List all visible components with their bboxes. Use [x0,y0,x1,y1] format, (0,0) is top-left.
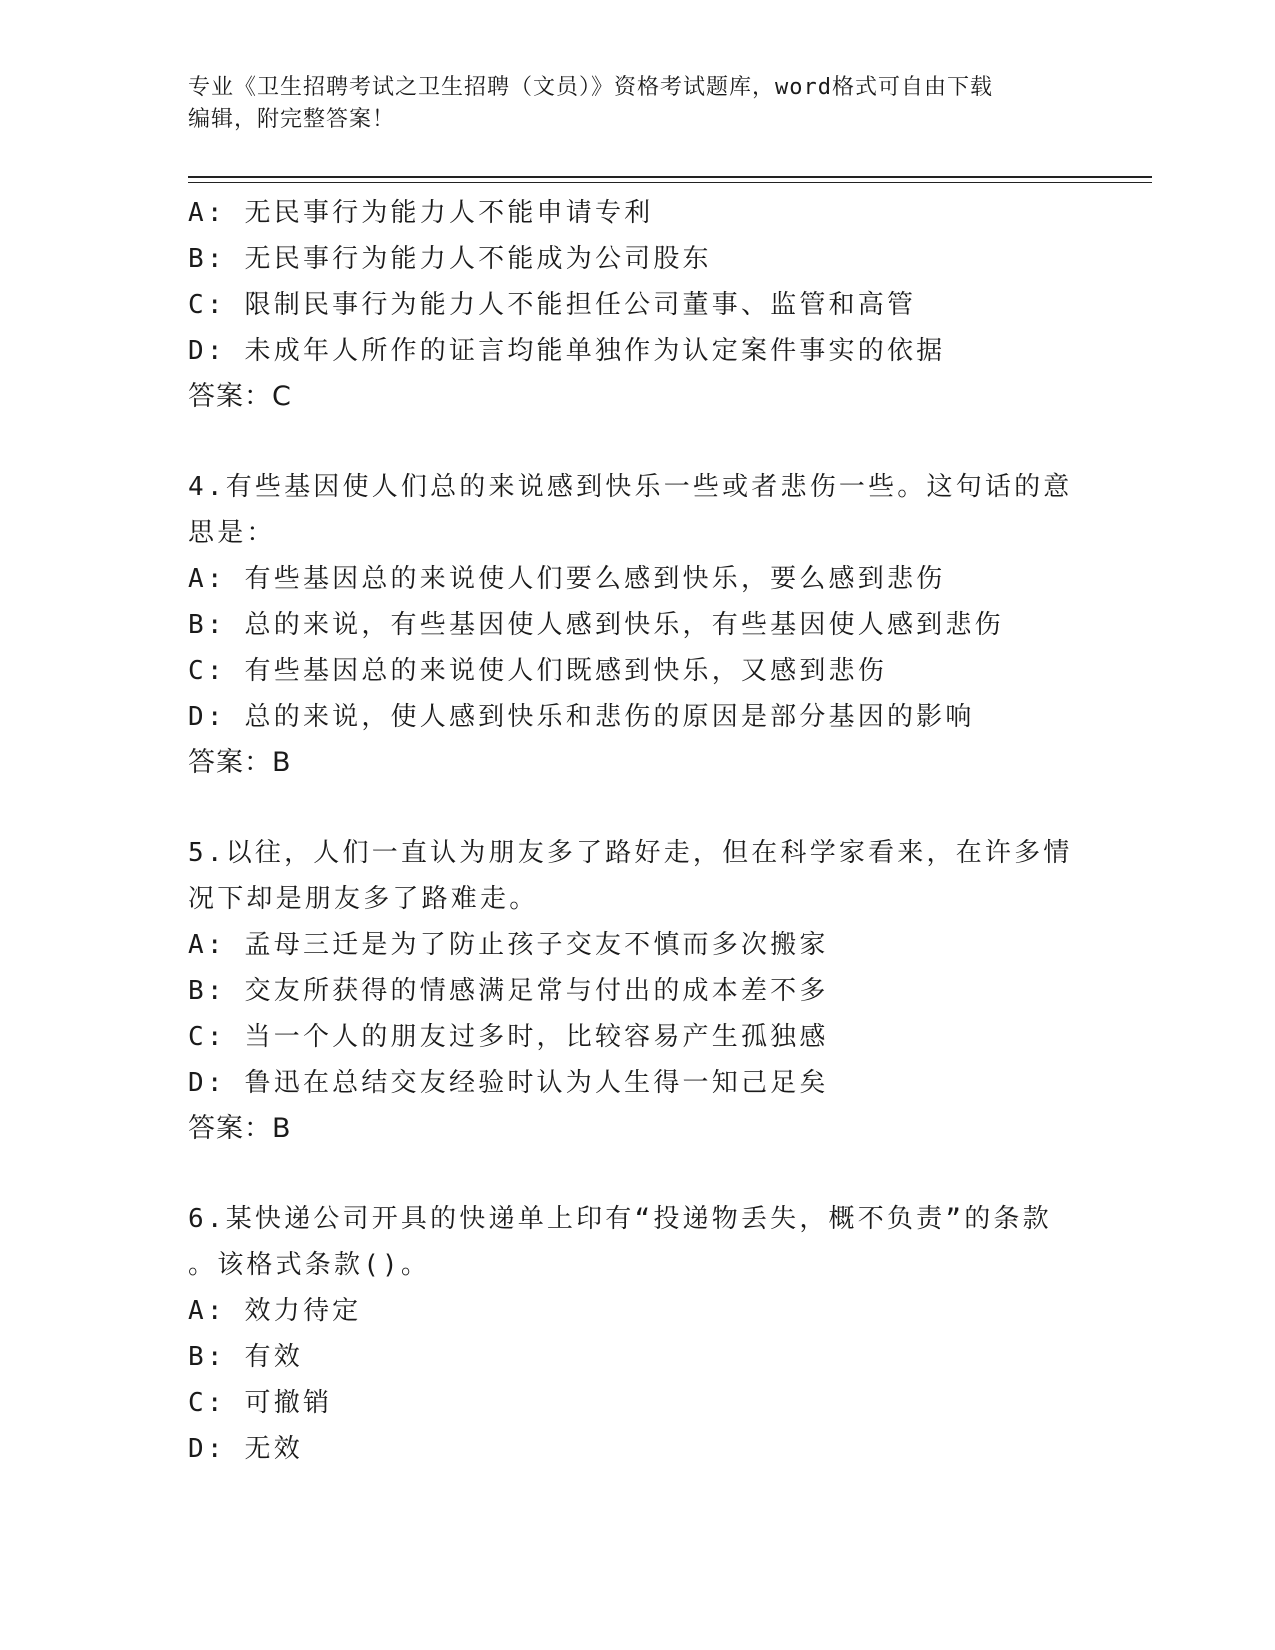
option-a: A: 孟母三迁是为了防止孩子交友不慎而多次搬家 [188,930,829,960]
option-b: B: 总的来说，有些基因使人感到快乐，有些基因使人感到悲伤 [188,610,1004,640]
option-b: B: 有效 [188,1342,303,1372]
question-stem-line: 。该格式条款()。 [188,1250,431,1280]
option-d: D: 未成年人所作的证言均能单独作为认定案件事实的依据 [188,336,946,366]
header-divider-thick [188,176,1152,178]
option-c: C: 有些基因总的来说使人们既感到快乐，又感到悲伤 [188,656,887,686]
question-list [188,190,1088,1472]
question-stem-line: 4.有些基因使人们总的来说感到快乐一些或者悲伤一些。这句话的意 [188,472,1073,502]
option-d: D: 无效 [188,1434,303,1464]
question-block-4 [188,464,1088,786]
option-c: C: 限制民事行为能力人不能担任公司董事、监管和高管 [188,290,917,320]
question-block-6 [188,1196,1088,1472]
option-b: B: 交友所获得的情感满足常与付出的成本差不多 [188,976,829,1006]
option-d: D: 总的来说，使人感到快乐和悲伤的原因是部分基因的影响 [188,702,975,732]
header-divider-thin [188,182,1152,183]
question-stem-line: 5.以往，人们一直认为朋友多了路好走，但在科学家看来，在许多情 [188,838,1073,868]
answer-line: 答案：C [188,381,292,412]
option-d: D: 鲁迅在总结交友经验时认为人生得一知己足矣 [188,1068,829,1098]
option-a: A: 效力待定 [188,1296,362,1326]
header-line-2: 编辑，附完整答案！ [188,107,396,132]
header-line-1: 专业《卫生招聘考试之卫生招聘（文员）》资格考试题库，word格式可自由下载 [188,75,993,100]
question-stem-line: 6.某快递公司开具的快递单上印有“投递物丢失，概不负责”的条款 [188,1204,1052,1234]
option-a: A: 无民事行为能力人不能申请专利 [188,198,654,228]
question-stem-line: 况下却是朋友多了路难走。 [188,884,539,914]
question-block-5 [188,830,1088,1152]
option-c: C: 可撤销 [188,1388,333,1418]
option-b: B: 无民事行为能力人不能成为公司股东 [188,244,712,274]
option-c: C: 当一个人的朋友过多时，比较容易产生孤独感 [188,1022,829,1052]
answer-line: 答案：B [188,747,292,778]
question-block-3 [188,190,1088,420]
question-stem-line: 思是： [188,518,276,548]
answer-line: 答案：B [188,1113,292,1144]
option-a: A: 有些基因总的来说使人们要么感到快乐，要么感到悲伤 [188,564,946,594]
document-header [188,72,1088,136]
